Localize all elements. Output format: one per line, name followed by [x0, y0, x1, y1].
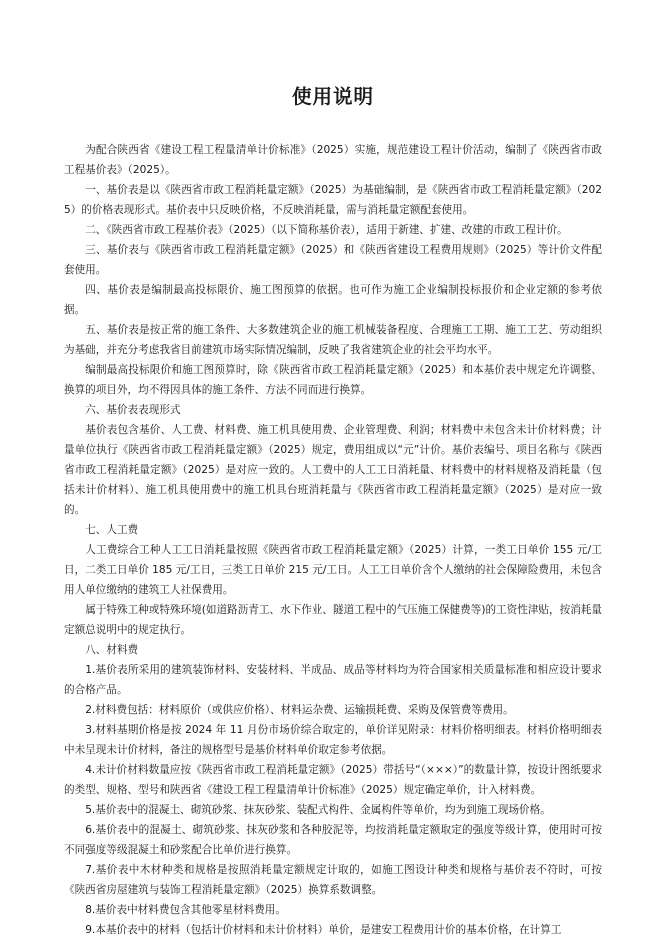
paragraph-item-3: 三、基价表与《陕西省市政工程消耗量定额》（2025）和《陕西省建设工程费用规则》（2025）等计价文件配套使用。 [64, 244, 602, 276]
document-body [64, 140, 602, 940]
paragraph-intro: 为配合陕西省《建设工程工程量清单计价标准》（2025）实施，规范建设工程计价活动，编制了《陕西省市政工程基价表》（2025）。 [64, 144, 602, 176]
paragraph-item-2: 二、《陕西省市政工程基价表》（2025）（以下简称基价表），适用于新建、扩建、改建的市政工程计价。 [85, 224, 568, 236]
paragraph-item-5-note: 编制最高投标限价和施工图预算时，除《陕西省市政工程消耗量定额》（2025）和本基价表中规定允许调整、换算的项目外，均不得因具体的施工条件、方法不同而进行换算。 [64, 364, 602, 396]
paragraph-item-4: 四、基价表是编制最高投标限价、施工图预算的依据。也可作为施工企业编制投标报价和企业定额的参考依据。 [64, 284, 602, 316]
material-item-2: 2.材料费包括：材料原价（或供应价格）、材料运杂费、运输损耗费、采购及保管费等费用。 [85, 704, 514, 716]
material-item-5: 5.基价表中的混凝土、砌筑砂浆、抹灰砂浆、装配式构件、金属构件等单价，均为到施工现场价格。 [85, 804, 551, 816]
paragraph-section-7-a: 人工费综合工种人工工日消耗量按照《陕西省市政工程消耗量定额》（2025）计算，一类工日单价 155 元/工日，二类工日单价 185 元/工日，三类工日单价 215 元/工日。人工工日单价含个人缴纳的社会保障险费用，未包含用人单位缴纳的建筑工人社保费用。 [64, 544, 602, 596]
material-item-3: 3.材料基期价格是按 2024 年 11 月份市场价综合取定的，单价详见附录：材料价格明细表。材料价格明细表中未呈现未计价材料，备注的规格型号是基价材料单价取定参考依据。 [64, 724, 602, 756]
material-item-6: 6.基价表中的混凝土、砌筑砂浆、抹灰砂浆和各种胶泥等，均按消耗量定额取定的强度等级计算，使用时可按不同强度等级混凝土和砂浆配合比单价进行换算。 [64, 824, 602, 856]
paragraph-section-7-b: 属于特殊工种或特殊环境(如道路沥青工、水下作业、隧道工程中的气压施工保健费等)的工资性津贴，按消耗量定额总说明中的规定执行。 [64, 604, 602, 636]
paragraph-item-1: 一、基价表是以《陕西省市政工程消耗量定额》（2025）为基础编制，是《陕西省市政工程消耗量定额》（2025）的价格表现形式。基价表中只反映价格，不反映消耗量，需与消耗量定额配套使用。 [64, 184, 602, 216]
paragraph-item-5: 五、基价表是按正常的施工条件、大多数建筑企业的施工机械装备程度、合理施工工期、施工工艺、劳动组织为基础，并充分考虑我省目前建筑市场实际情况编制，反映了我省建筑企业的社会平均水平。 [64, 324, 602, 356]
material-item-7: 7.基价表中木材种类和规格是按照消耗量定额规定计取的，如施工图设计种类和规格与基价表不符时，可按《陕西省房屋建筑与装饰工程消耗量定额》（2025）换算系数调整。 [64, 864, 602, 896]
material-item-1: 1.基价表所采用的建筑装饰材料、安装材料、半成品、成品等材料均为符合国家相关质量标准和相应设计要求的合格产品。 [64, 664, 602, 696]
section-heading-6: 六、基价表表现形式 [85, 404, 181, 416]
paragraph-section-6: 基价表包含基价、人工费、材料费、施工机具使用费、企业管理费、利润；材料费中未包含未计价材料费；计量单位执行《陕西省市政工程消耗量定额》（2025）规定，费用组成以“元”计价。基价表编号、项目名称与《陕西省市政工程消耗量定额》（2025）是对应一致的。人工费中的人工工日消耗量、材料费中的材料规格及消耗量（包括未计价材料）、施工机具使用费中的施工机具台班消耗量与《陕西省市政工程消耗量定额》（2025）是对应一致的。 [64, 424, 602, 516]
material-item-8: 8.基价表中材料费包含其他零星材料费用。 [85, 904, 286, 916]
material-item-9: 9.本基价表中的材料（包括计价材料和未计价材料）单价，是建安工程费用计价的基本价格，在计算工 [85, 924, 562, 936]
material-item-4: 4.未计价材料数量应按《陕西省市政工程消耗量定额》（2025）带括号“（×××）”的数量计算，按设计图纸要求的类型、规格、型号和陕西省《建设工程工程量清单计价标准》（2025）规定确定单价，计入材料费。 [64, 764, 602, 796]
page-title: 使用说明 [291, 85, 374, 108]
section-heading-7: 七、人工费 [85, 524, 139, 536]
section-heading-8: 八、材料费 [85, 644, 139, 656]
